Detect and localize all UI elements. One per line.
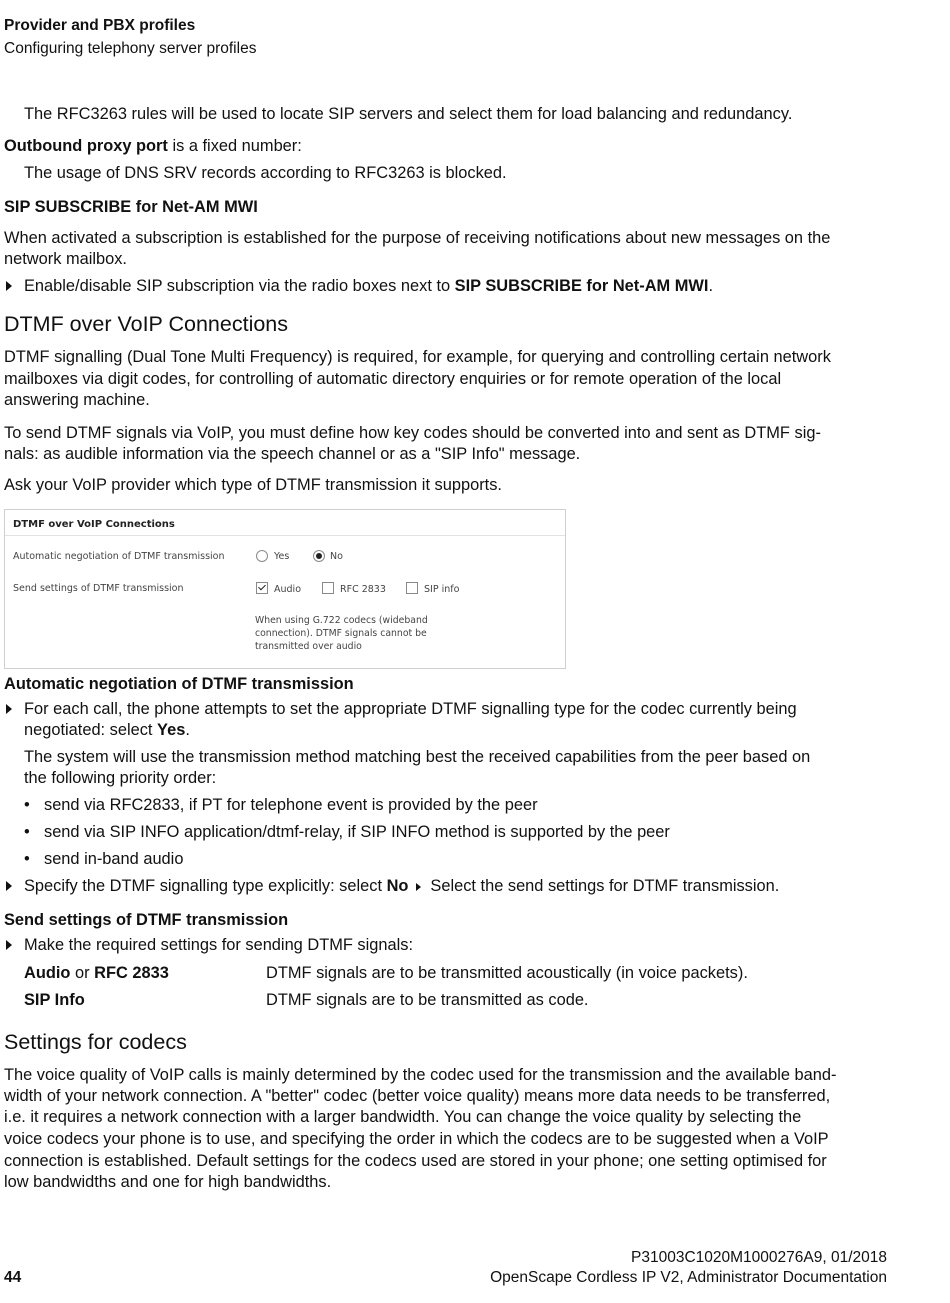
checkbox-audio[interactable]: [256, 582, 268, 594]
panel-title: DTMF over VoIP Connections: [13, 519, 175, 530]
bullet-icon: •: [24, 823, 30, 841]
codecs-line1: The voice quality of VoIP calls is mainly determined by the codec used for the transmission and the available band-: [4, 1066, 837, 1084]
codecs-line5: connection is established. Default settings for the codecs used are stored in your phone; one setting optimised for: [4, 1152, 827, 1170]
bullet-icon: •: [24, 796, 30, 814]
checkbox-rfc2833-label: RFC 2833: [340, 584, 386, 595]
checkbox-rfc2833[interactable]: [322, 582, 334, 594]
send-settings-label: Send settings of DTMF transmission: [13, 583, 184, 594]
dtmf-para3: Ask your VoIP provider which type of DTMF transmission it supports.: [4, 476, 502, 494]
auto-step2-bold: No: [386, 877, 409, 895]
send-settings-heading: Send settings of DTMF transmission: [4, 911, 289, 929]
enable-step-pre: Enable/disable SIP subscription via the radio boxes next to: [24, 277, 455, 295]
subscribe-line-2: network mailbox.: [4, 250, 127, 268]
auto-negotiation-heading: Automatic negotiation of DTMF transmission: [4, 675, 354, 693]
auto-negotiation-label: Automatic negotiation of DTMF transmission: [13, 551, 225, 562]
dtmf-section-heading: DTMF over VoIP Connections: [4, 312, 289, 336]
auto-step1-line1: For each call, the phone attempts to set the appropriate DTMF signalling type for the codec currently being: [24, 700, 797, 718]
next-step-arrow-icon: [416, 883, 421, 891]
auto-step2-post: Select the send settings for DTMF transmission.: [430, 877, 780, 895]
panel-divider: [5, 535, 565, 536]
term-rfc2833: RFC 2833: [94, 964, 169, 982]
checkbox-audio-label: Audio: [274, 584, 302, 595]
dns-paragraph: The usage of DNS SRV records according to RFC3263 is blocked.: [24, 164, 507, 182]
codecs-line3: i.e. it requires a network connection with a larger bandwidth. You can change the voice quality by selecting the: [4, 1108, 802, 1126]
footer-doc-title: OpenScape Cordless IP V2, Administrator Documentation: [490, 1269, 887, 1286]
term-audio: Audio: [24, 964, 71, 982]
dtmf-para1-line3: answering machine.: [4, 391, 150, 409]
step-arrow-icon: [6, 940, 12, 950]
g722-note: [255, 614, 440, 653]
term-or: or: [70, 964, 95, 982]
running-header-title: Provider and PBX profiles: [4, 17, 196, 34]
running-header-subtitle: Configuring telephony server profiles: [4, 40, 257, 57]
subscribe-line-1: When activated a subscription is established for the purpose of receiving notifications about new messages on the: [4, 229, 831, 247]
enable-step-bold: SIP SUBSCRIBE for Net-AM MWI: [454, 277, 709, 295]
radio-yes[interactable]: [256, 550, 268, 562]
outbound-paragraph: [4, 136, 890, 158]
enable-step: [24, 276, 890, 298]
page-number: 44: [4, 1269, 22, 1286]
auto-step2: [24, 876, 890, 898]
checkbox-sip-info-label: SIP info: [424, 584, 460, 595]
checkbox-sip-info[interactable]: [406, 582, 418, 594]
codecs-line6: low bandwidths and one for high bandwidths.: [4, 1173, 332, 1191]
step-arrow-icon: [6, 881, 12, 891]
auto-step1-line2: [24, 720, 890, 742]
outbound-label: Outbound proxy port: [4, 137, 168, 155]
auto-step1-post: .: [185, 721, 190, 739]
codecs-line2: width of your network connection. A "better" codec (better voice quality) means more data needs to be transferred,: [4, 1087, 831, 1105]
step-arrow-icon: [6, 281, 12, 291]
priority-item-3: send in-band audio: [44, 850, 184, 868]
system-line1: The system will use the transmission method matching best the received capabilities from the peer based on: [24, 748, 811, 766]
dtmf-para2-line2: nals: as audible information via the speech channel or as a "SIP Info" message.: [4, 445, 581, 463]
dtmf-para2-line1: To send DTMF signals via VoIP, you must define how key codes should be converted into and sent as DTMF sig-: [4, 424, 821, 442]
desc-audio-rfc: DTMF signals are to be transmitted acoustically (in voice packets).: [266, 964, 748, 982]
radio-no[interactable]: [313, 550, 325, 562]
footer-doc-id: P31003C1020M1000276A9, 01/2018: [631, 1249, 887, 1266]
codecs-line4: voice codecs your phone is to use, and specifying the order in which the codecs are to be suggested when a VoIP: [4, 1130, 829, 1148]
priority-item-1: send via RFC2833, if PT for telephone event is provided by the peer: [44, 796, 538, 814]
auto-step2-pre: Specify the DTMF signalling type explicitly: select: [24, 877, 387, 895]
step-arrow-icon: [6, 704, 12, 714]
g722-note-line1: When using G.722 codecs (wideband: [255, 615, 428, 626]
term-sip-info: SIP Info: [24, 991, 85, 1009]
dtmf-para1-line2: mailboxes via digit codes, for controlling of automatic directory enquiries or for remote operation of the local: [4, 370, 782, 388]
system-line2: the following priority order:: [24, 769, 217, 787]
auto-step1-bold: Yes: [157, 721, 186, 739]
send-step: Make the required settings for sending DTMF signals:: [24, 936, 413, 954]
subscribe-heading: SIP SUBSCRIBE for Net-AM MWI: [4, 198, 258, 216]
priority-item-2: send via SIP INFO application/dtmf-relay, if SIP INFO method is supported by the peer: [44, 823, 670, 841]
term-audio-rfc: [24, 963, 169, 985]
dtmf-settings-screenshot: [4, 509, 566, 669]
dtmf-para1-line1: DTMF signalling (Dual Tone Multi Frequency) is required, for example, for querying and controlling certain network: [4, 348, 831, 366]
outbound-rest: is a fixed number:: [167, 137, 302, 155]
radio-yes-label: Yes: [274, 551, 290, 562]
enable-step-post: .: [708, 277, 713, 295]
codecs-section-heading: Settings for codecs: [4, 1030, 187, 1054]
rfc-paragraph: The RFC3263 rules will be used to locate SIP servers and select them for load balancing and redundancy.: [24, 105, 793, 123]
radio-no-label: No: [330, 551, 343, 562]
desc-sip-info: DTMF signals are to be transmitted as code.: [266, 991, 589, 1009]
g722-note-line2: connection). DTMF signals cannot be: [255, 628, 427, 639]
bullet-icon: •: [24, 850, 30, 868]
g722-note-line3: transmitted over audio: [255, 641, 362, 652]
auto-step1-pre: negotiated: select: [24, 721, 158, 739]
